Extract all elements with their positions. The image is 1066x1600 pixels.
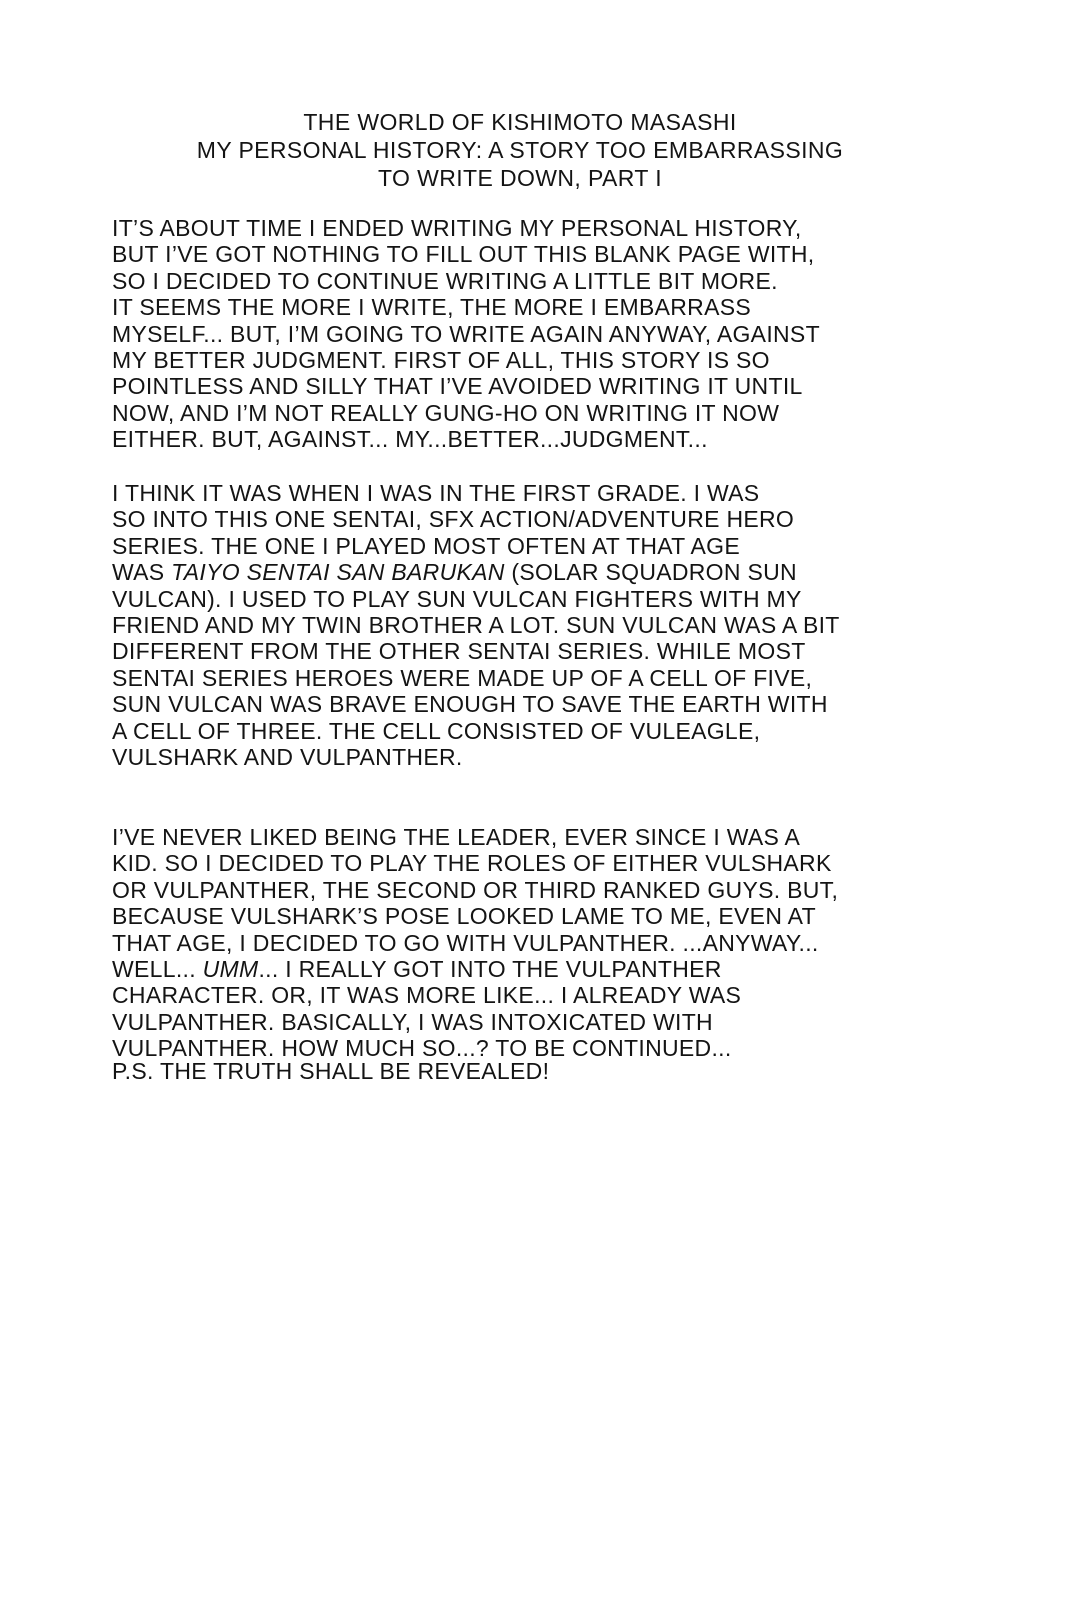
text-line: VULPANTHER. BASICALLY, I WAS INTOXICATED WITH	[112, 1008, 713, 1035]
umm-italic: UMM	[202, 956, 259, 983]
text-line: SERIES. THE ONE I PLAYED MOST OFTEN AT THAT AGE	[112, 532, 741, 559]
title-line-3: TO WRITE DOWN, PART I	[378, 165, 662, 191]
text-line: IT’S ABOUT TIME I ENDED WRITING MY PERSONAL HISTORY,	[112, 215, 802, 241]
text-segment: WELL...	[112, 956, 203, 983]
text-line: NOW, AND I’M NOT REALLY GUNG-HO ON WRITING IT NOW	[112, 399, 780, 426]
text-line: KID. SO I DECIDED TO PLAY THE ROLES OF EITHER VULSHARK	[112, 850, 832, 877]
text-line: VULPANTHER. HOW MUCH SO...? TO BE CONTINUED...	[112, 1035, 732, 1062]
text-line	[112, 559, 912, 585]
text-line: BUT I’VE GOT NOTHING TO FILL OUT THIS BLANK PAGE WITH,	[112, 241, 815, 268]
text-line: DIFFERENT FROM THE OTHER SENTAI SERIES. WHILE MOST	[112, 638, 806, 665]
text-line: VULCAN). I USED TO PLAY SUN VULCAN FIGHTERS WITH MY	[112, 585, 802, 612]
text-line: FRIEND AND MY TWIN BROTHER A LOT. SUN VULCAN WAS A BIT	[112, 612, 840, 639]
text-line: EITHER. BUT, AGAINST... MY...BETTER...JUDGMENT...	[112, 426, 708, 453]
text-line: SENTAI SERIES HEROES WERE MADE UP OF A CELL OF FIVE,	[112, 664, 813, 691]
text-segment: WAS	[112, 559, 172, 586]
title-line-2: MY PERSONAL HISTORY: A STORY TOO EMBARRASSING	[196, 137, 844, 163]
paragraph-2	[112, 480, 912, 770]
text-line: SO INTO THIS ONE SENTAI, SFX ACTION/ADVENTURE HERO	[112, 506, 795, 533]
text-line: SUN VULCAN WAS BRAVE ENOUGH TO SAVE THE EARTH WITH	[112, 691, 828, 718]
page-title	[130, 108, 910, 192]
postscript	[112, 1058, 912, 1084]
text-segment: ... I REALLY GOT INTO THE VULPANTHER	[258, 956, 722, 983]
text-line: POINTLESS AND SILLY THAT I’VE AVOIDED WRITING IT UNTIL	[112, 373, 803, 400]
text-line: I THINK IT WAS WHEN I WAS IN THE FIRST GRADE. I WAS	[112, 480, 760, 506]
series-title-italic: TAIYO SENTAI SAN BARUKAN	[171, 559, 505, 586]
text-line: BECAUSE VULSHARK’S POSE LOOKED LAME TO ME, EVEN AT	[112, 903, 816, 930]
text-segment: (SOLAR SQUADRON SUN	[504, 559, 797, 586]
paragraph-1	[112, 215, 912, 453]
text-line: MYSELF... BUT, I’M GOING TO WRITE AGAIN ANYWAY, AGAINST	[112, 320, 820, 347]
postscript-line: P.S. THE TRUTH SHALL BE REVEALED!	[112, 1058, 550, 1084]
text-line: IT SEEMS THE MORE I WRITE, THE MORE I EMBARRASS	[112, 294, 752, 321]
text-line: THAT AGE, I DECIDED TO GO WITH VULPANTHER. ...ANYWAY...	[112, 929, 819, 956]
text-line: VULSHARK AND VULPANTHER.	[112, 744, 463, 771]
text-line: OR VULPANTHER, THE SECOND OR THIRD RANKED GUYS. BUT,	[112, 876, 839, 903]
text-line: A CELL OF THREE. THE CELL CONSISTED OF VULEAGLE,	[112, 717, 761, 744]
text-line: MY BETTER JUDGMENT. FIRST OF ALL, THIS STORY IS SO	[112, 347, 770, 374]
text-line: CHARACTER. OR, IT WAS MORE LIKE... I ALREADY WAS	[112, 982, 742, 1009]
paragraph-3	[112, 824, 912, 1062]
text-line: SO I DECIDED TO CONTINUE WRITING A LITTLE BIT MORE.	[112, 267, 778, 294]
title-line-1: THE WORLD OF KISHIMOTO MASASHI	[303, 109, 737, 135]
text-line	[112, 956, 912, 982]
text-line: I’VE NEVER LIKED BEING THE LEADER, EVER SINCE I WAS A	[112, 824, 801, 850]
